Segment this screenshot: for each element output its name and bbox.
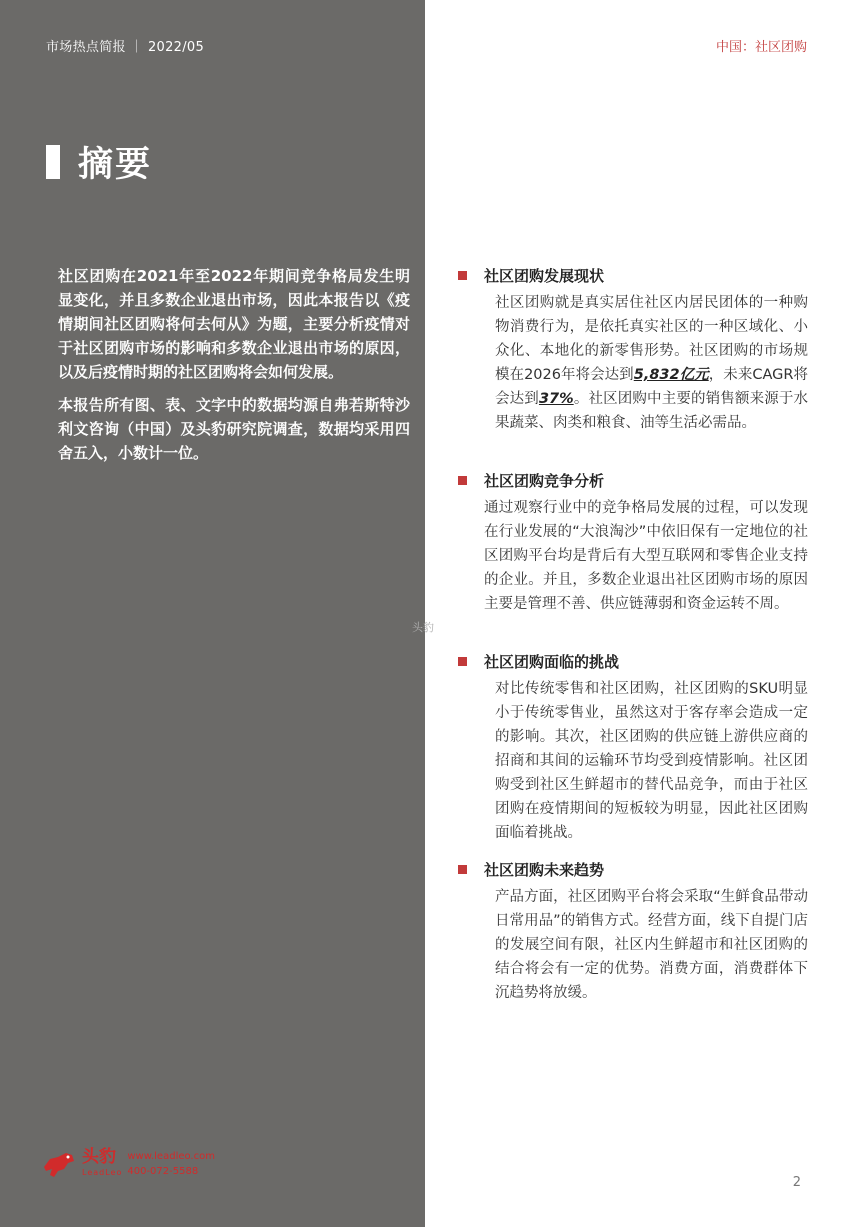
section-text: ，未来CAGR将会达到: [495, 367, 808, 407]
section-competition: [458, 469, 808, 616]
section-bullet-icon: [458, 476, 467, 485]
section-body: [495, 291, 808, 435]
section-bullet-icon: [458, 271, 467, 280]
section-title: 社区团购面临的挑战: [484, 652, 620, 671]
summary-paragraph: 本报告所有图、表、文字中的数据均源自弗若斯特沙利文咨询（中国）及头豹研究院调查，数据均采用四舍五入，小数计一位。: [58, 396, 410, 462]
section-body: 对比传统零售和社区团购，社区团购的SKU明显小于传统零售业，虽然这对于客存率会造成一定的影响。其次，社区团购的供应链上游供应商的招商和其间的运输环节均受到疫情影响。社区团购受到社区生鲜超市的替代品竞争，而由于社区团购在疫情期间的短板较为明显，因此社区团购面临着挑战。: [495, 681, 808, 841]
logo-subtitle: LeadLeo: [82, 1168, 123, 1177]
section-trends: [458, 858, 808, 1005]
section-bullet-icon: [458, 865, 467, 874]
page-number: 2: [792, 1175, 801, 1190]
cagr-highlight: 37%: [538, 391, 574, 407]
report-header-left: 市场热点简报 ｜ 2022/05: [46, 40, 205, 55]
section-text: 。社区团购中主要的销售额来源于水果蔬菜、肉类和粮食、油等生活必需品。: [495, 391, 809, 431]
section-challenges: [458, 650, 808, 845]
watermark: 头豹: [412, 621, 434, 634]
market-size-highlight: 5,832亿元: [633, 367, 709, 383]
report-header-right: 中国：社区团购: [715, 40, 807, 55]
section-body: 通过观察行业中的竞争格局发展的过程，可以发现在行业发展的“大浪淘沙”中依旧保有一定地位的社区团购平台均是背后有大型互联网和零售企业支持的企业。并且，多数企业退出社区团购市场的原因主要是管理不善、供应链薄弱和资金运转不周。: [484, 500, 808, 612]
leopard-logo-icon: [42, 1149, 76, 1179]
section-bullet-icon: [458, 657, 467, 666]
summary-block: [58, 264, 410, 465]
page-title: 摘要: [78, 145, 153, 185]
summary-paragraph: 社区团购在2021年至2022年期间竞争格局发生明显变化，并且多数企业退出市场，因此本报告以《疫情期间社区团购将何去何从》为题，主要分析疫情对于社区团购市场的影响和多数企业退出市场的原因，以及后疫情时期的社区团购将会如何发展。: [58, 267, 410, 381]
section-status: [458, 264, 808, 435]
section-title: 社区团购发展现状: [484, 266, 605, 285]
title-marker-bar: [46, 145, 60, 179]
logo-phone: 400-072-5588: [127, 1165, 199, 1177]
section-title: 社区团购未来趋势: [484, 860, 605, 879]
section-title: 社区团购竞争分析: [484, 471, 605, 490]
logo-name: 头豹: [82, 1147, 116, 1167]
logo-website[interactable]: www.leadleo.com: [127, 1150, 215, 1162]
company-logo: [42, 1148, 215, 1179]
section-body: 产品方面，社区团购平台将会采取“生鲜食品带动日常用品”的销售方式。经营方面，线下自提门店的发展空间有限，社区内生鲜超市和社区团购的结合将会有一定的优势。消费方面，消费群体下沉趋势将放缓。: [495, 889, 808, 1001]
section-text: 社区团购就是真实居住社区内居民团体的一种购物消费行为，是依托真实社区的一种区域化、小众化、本地化的新零售形势。社区团购的市场规模在2026年将会达到: [495, 295, 808, 383]
